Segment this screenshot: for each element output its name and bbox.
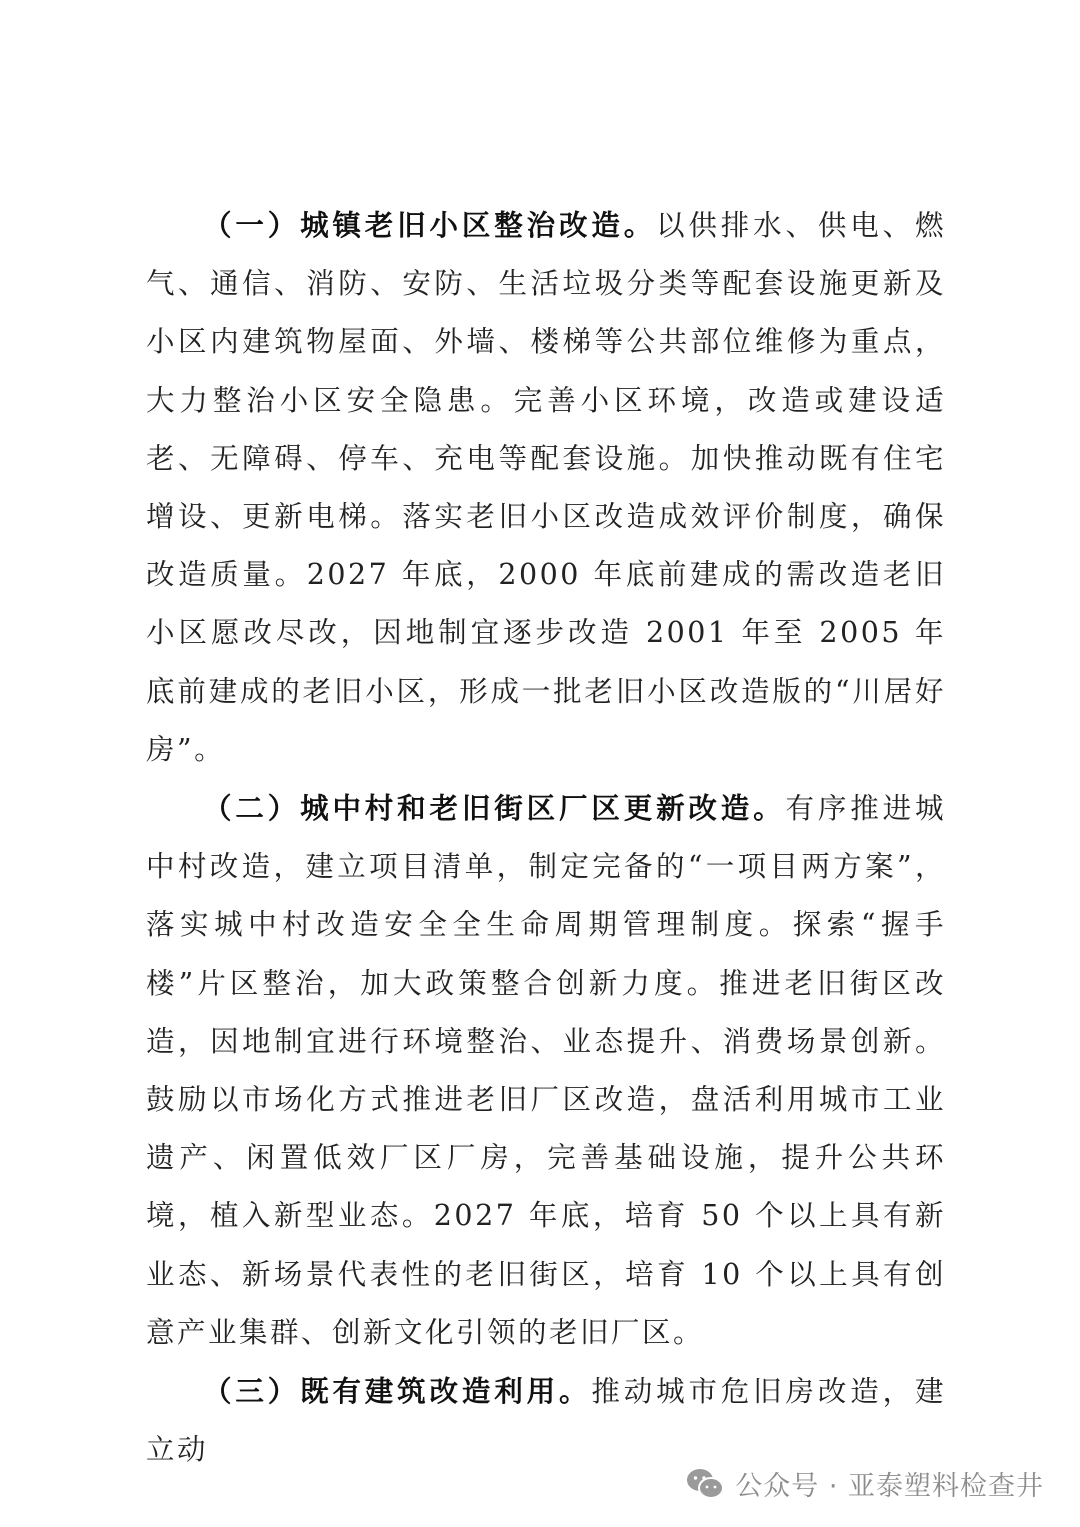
document-page [146,196,946,1479]
wechat-icon [685,1467,725,1501]
watermark-text: 公众号 · 亚泰塑料检查井 [735,1471,1044,1502]
paragraph-heading: （二）城中村和老旧街区厂区更新改造。 [203,791,786,826]
paragraph-body: 以供排水、供电、燃气、通信、消防、安防、生活垃圾分类等配套设施更新及小区内建筑物屋面、外墙、楼梯等公共部位维修为重点，大力整治小区安全隐患。完善小区环境，改造或建设适老、无障碍、停车、充电等配套设施。加快推动既有住宅增设、更新电梯。落实老旧小区改造成效评价制度，确保改造质量。2027 年底，2000 年底前建成的需改造老旧小区愿改尽改，因地制宜逐步改造 2001 年至 2005 年底前建成的老旧小区，形成一批老旧小区改造版的“川居好房”。 [146,209,946,766]
paragraph-existing-buildings [146,1362,946,1479]
paragraph-body: 有序推进城中村改造，建立项目清单，制定完备的“一项目两方案”，落实城中村改造安全全生命周期管理制度。探索“握手楼”片区整治，加大政策整合创新力度。推进老旧街区改造，因地制宜进行环境整治、业态提升、消费场景创新。鼓励以市场化方式推进老旧厂区改造，盘活利用城市工业遗产、闲置低效厂区厂房，完善基础设施，提升公共环境，植入新型业态。2027 年底，培育 50 个以上具有新业态、新场景代表性的老旧街区，培育 10 个以上具有创意产业集群、创新文化引领的老旧厂区。 [146,792,946,1349]
paragraph-old-communities [146,196,946,779]
paragraph-heading: （三）既有建筑改造利用。 [203,1374,592,1409]
paragraph-urban-villages [146,779,946,1362]
paragraph-body: 推动城市危旧房改造，建立动 [146,1375,946,1467]
wechat-watermark [685,1464,1044,1503]
paragraph-heading: （一）城镇老旧小区整治改造。 [203,208,657,242]
